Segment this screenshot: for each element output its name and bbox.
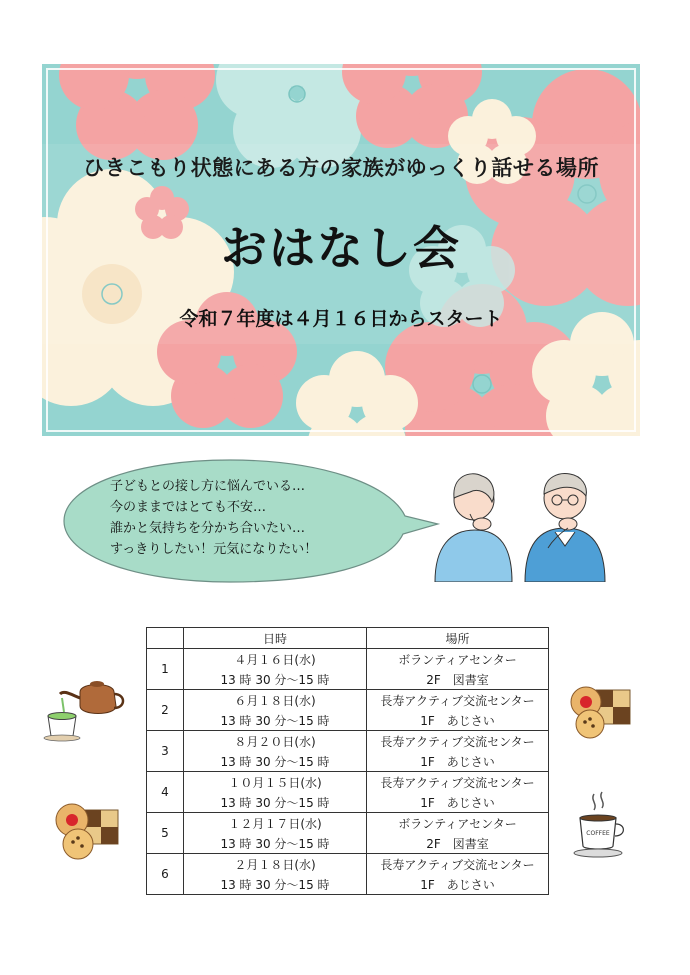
worried-parents-illustration bbox=[430, 462, 610, 582]
row-room: 1F あじさい bbox=[367, 792, 549, 813]
row-place: ボランティアセンター bbox=[367, 649, 549, 670]
table-row bbox=[147, 669, 549, 690]
bubble-line: 子どもとの接し方に悩んでいる… bbox=[110, 479, 306, 494]
table-row bbox=[147, 874, 549, 895]
table-row bbox=[147, 792, 549, 813]
row-time: 13 時 30 分～15 時 bbox=[184, 751, 367, 772]
row-date: １０月１５日(水) bbox=[184, 772, 367, 793]
row-date: ８月２０日(水) bbox=[184, 731, 367, 752]
row-number: 3 bbox=[147, 731, 184, 772]
row-room: 1F あじさい bbox=[367, 751, 549, 772]
table-row bbox=[147, 772, 549, 793]
header-date: 日時 bbox=[184, 628, 367, 649]
row-date: ２月１８日(水) bbox=[184, 854, 367, 875]
table-row bbox=[147, 751, 549, 772]
row-date: １２月１７日(水) bbox=[184, 813, 367, 834]
cookies-icon bbox=[52, 800, 124, 862]
row-time: 13 時 30 分～15 時 bbox=[184, 874, 367, 895]
banner-start-date: 令和７年度は４月１６日からスタート bbox=[179, 308, 503, 330]
speech-bubble bbox=[60, 456, 440, 586]
banner-subtitle: ひきこもり状態にある方の家族がゆっくり話せる場所 bbox=[83, 156, 599, 180]
row-place: 長寿アクティブ交流センター bbox=[367, 854, 549, 875]
bubble-line: 今のままではとても不安… bbox=[110, 500, 267, 515]
row-number: 4 bbox=[147, 772, 184, 813]
table-row bbox=[147, 854, 549, 875]
row-place: ボランティアセンター bbox=[367, 813, 549, 834]
banner-title: おはなし会 bbox=[221, 221, 461, 275]
row-room: 1F あじさい bbox=[367, 874, 549, 895]
bubble-line: すっきりしたい！元気になりたい！ bbox=[110, 542, 318, 557]
row-number: 6 bbox=[147, 854, 184, 895]
row-date: ４月１６日(水) bbox=[184, 649, 367, 670]
coffee-cup-label: COFFEE bbox=[586, 830, 610, 837]
row-time: 13 時 30 分～15 時 bbox=[184, 669, 367, 690]
row-place: 長寿アクティブ交流センター bbox=[367, 690, 549, 711]
row-number: 2 bbox=[147, 690, 184, 731]
row-room: 2F 図書室 bbox=[367, 833, 549, 854]
row-time: 13 時 30 分～15 時 bbox=[184, 710, 367, 731]
table-row bbox=[147, 710, 549, 731]
row-time: 13 時 30 分～15 時 bbox=[184, 792, 367, 813]
table-row bbox=[147, 731, 549, 752]
hero-banner bbox=[42, 64, 640, 436]
father-figure bbox=[525, 474, 605, 582]
table-row bbox=[147, 649, 549, 670]
table-header-row bbox=[147, 628, 549, 649]
schedule-table bbox=[146, 627, 549, 895]
bubble-line: 誰かと気持ちを分かち合いたい… bbox=[110, 521, 306, 536]
row-number: 5 bbox=[147, 813, 184, 854]
bubble-text bbox=[110, 476, 317, 560]
row-time: 13 時 30 分～15 時 bbox=[184, 833, 367, 854]
header-num bbox=[147, 628, 184, 649]
mother-figure bbox=[435, 474, 512, 582]
row-place: 長寿アクティブ交流センター bbox=[367, 731, 549, 752]
row-room: 1F あじさい bbox=[367, 710, 549, 731]
row-date: ６月１８日(水) bbox=[184, 690, 367, 711]
coffee-cup-icon bbox=[572, 790, 628, 860]
table-row bbox=[147, 690, 549, 711]
table-row bbox=[147, 813, 549, 834]
row-room: 2F 図書室 bbox=[367, 669, 549, 690]
row-number: 1 bbox=[147, 649, 184, 690]
table-row bbox=[147, 833, 549, 854]
header-place: 場所 bbox=[367, 628, 549, 649]
row-place: 長寿アクティブ交流センター bbox=[367, 772, 549, 793]
teapot-icon bbox=[42, 672, 126, 742]
cookies-icon bbox=[566, 682, 636, 740]
